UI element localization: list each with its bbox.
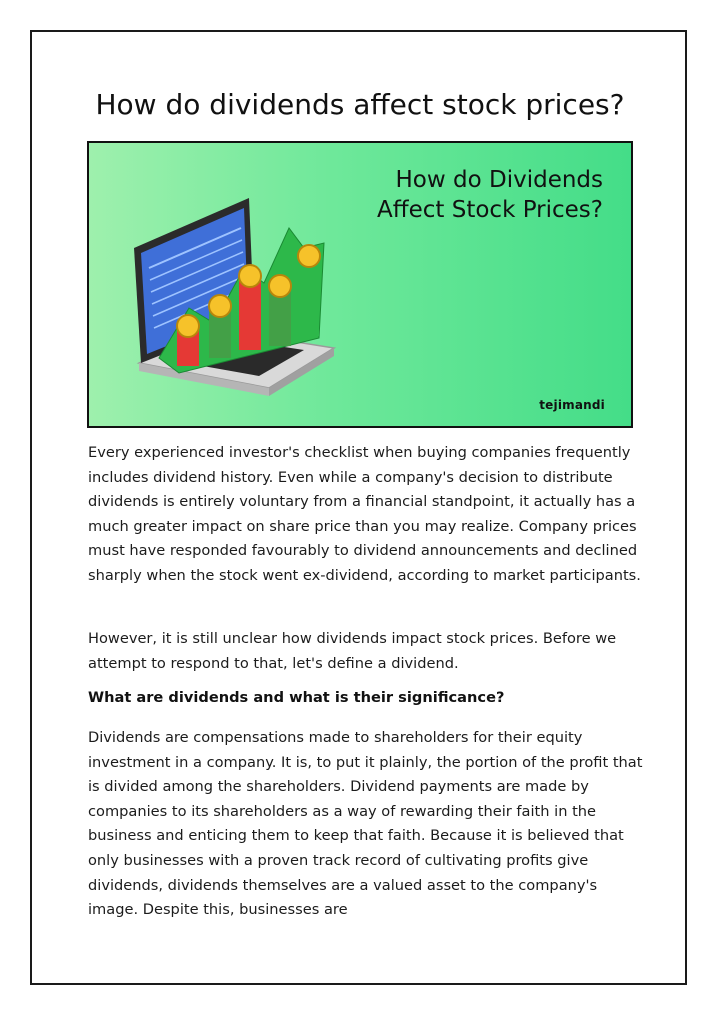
section-heading: What are dividends and what is their significance? (88, 689, 505, 706)
hero-heading-line-2: Affect Stock Prices? (377, 197, 603, 223)
brand-logo: tejimandi (539, 398, 605, 412)
laptop-chart-illustration-icon (119, 188, 359, 418)
hero-heading-line-1: How do Dividends (395, 167, 603, 193)
page-title: How do dividends affect stock prices? (95, 88, 625, 121)
paragraph-definition: Dividends are compensations made to shareholders for their equity investment in a company. It is, to put it plainly, the portion of the profit that is divided among the shareholders. Dividend payments are made by companies to its shareholders as a way of rewarding their faith in the business and enticing them to keep that faith. Because it is believed that only businesses with a proven track record of cultivating profits give dividends, dividends themselves are a valued asset to the company's image. Despite this, businesses are (88, 729, 643, 919)
hero-banner (87, 141, 633, 428)
paragraph-question: However, it is still unclear how dividends impact stock prices. Before we attempt to respond to that, let's define a dividend. (88, 630, 617, 672)
hero-heading (377, 165, 603, 225)
paragraph-intro: Every experienced investor's checklist when buying companies frequently includes dividend history. Even while a company's decision to distribute dividends is entirely voluntary from a financial standpoint, it actually has a much greater impact on share price than you may realize. Company prices must have responded favourably to dividend announcements and declined sharply when the stock went ex-dividend, according to market participants. (88, 444, 641, 584)
